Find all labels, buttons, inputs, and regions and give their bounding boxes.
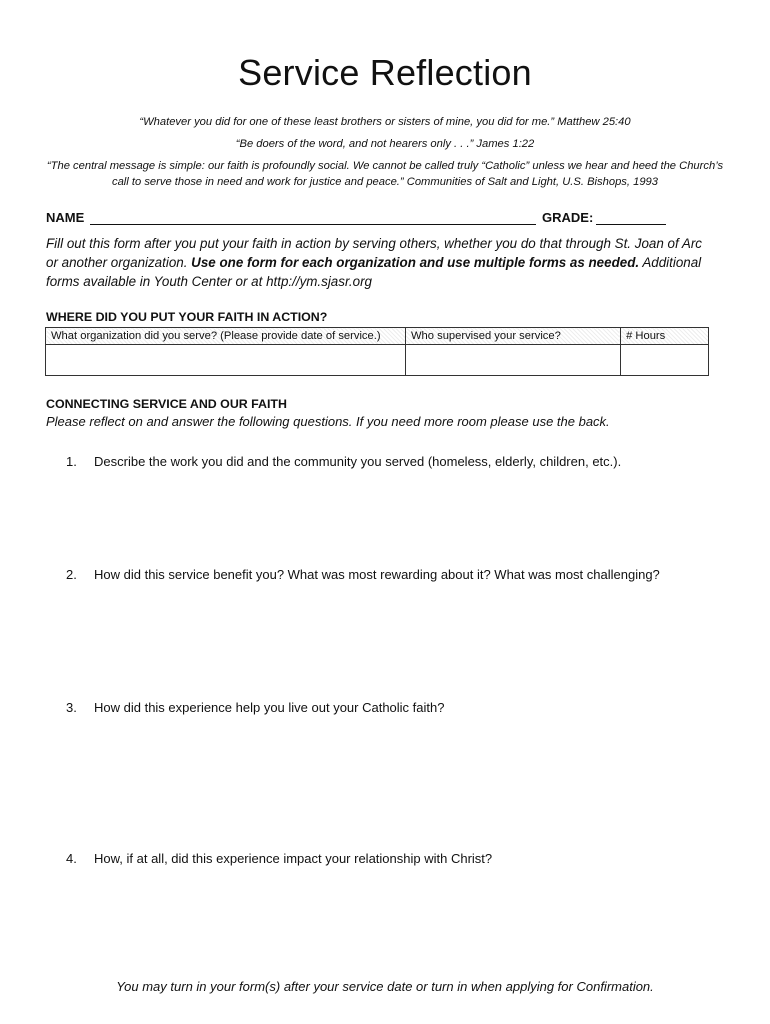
page-title: Service Reflection	[238, 52, 532, 93]
question-3	[66, 700, 726, 715]
question-4	[66, 851, 726, 866]
footer-note: You may turn in your form(s) after your service date or turn in when applying for Confirmation.	[116, 979, 654, 994]
header-hours: # Hours	[621, 328, 709, 345]
name-label: NAME	[46, 210, 85, 225]
instructions	[46, 234, 716, 291]
table-header-row	[46, 328, 709, 345]
hours-field[interactable]	[621, 345, 709, 376]
question-2	[66, 567, 726, 582]
question-text: How did this service benefit you? What was most rewarding about it? What was most challenging?	[94, 567, 660, 582]
question-text: How, if at all, did this experience impact your relationship with Christ?	[94, 851, 493, 866]
section-heading-faith-in-action: WHERE DID YOU PUT YOUR FAITH IN ACTION?	[46, 310, 328, 324]
question-number: 2.	[66, 567, 77, 582]
quote-matthew: “Whatever you did for one of these least brothers or sisters of mine, you did for me.” Matthew 25:40	[139, 116, 631, 128]
table-row	[46, 345, 709, 376]
supervisor-field[interactable]	[405, 345, 620, 376]
question-text: How did this experience help you live out your Catholic faith?	[94, 700, 445, 715]
question-number: 1.	[66, 454, 77, 469]
reflect-instructions: Please reflect on and answer the following questions. If you need more room please use the back.	[46, 414, 610, 429]
instructions-bold: Use one form for each organization and use multiple forms as needed.	[191, 255, 640, 270]
grade-label: GRADE:	[542, 210, 594, 225]
header-supervisor: Who supervised your service?	[405, 328, 620, 345]
name-grade-row	[46, 208, 686, 228]
section-heading-connecting: CONNECTING SERVICE AND OUR FAITH	[46, 397, 287, 411]
instructions-part2: Additional forms available in Youth Center or at http://ym.sjasr.org	[46, 255, 702, 289]
service-table	[45, 327, 709, 376]
name-field[interactable]	[90, 224, 536, 225]
header-organization: What organization did you serve? (Please provide date of service.)	[46, 328, 406, 345]
question-number: 3.	[66, 700, 77, 715]
quote-james: “Be doers of the word, and not hearers only . . .” James 1:22	[235, 138, 535, 150]
quote-bishops: “The central message is simple: our faith is profoundly social. We cannot be called truly “Catholic” unless we hear and heed the Church’s call to serve those in need and work for justice and peace.” Communities of Salt and Light, U.S. Bishops, 1993	[46, 160, 724, 188]
grade-field[interactable]	[596, 224, 666, 225]
question-text: Describe the work you did and the community you served (homeless, elderly, children, etc.).	[94, 454, 622, 469]
organization-field[interactable]	[46, 345, 406, 376]
question-1	[66, 454, 726, 469]
question-number: 4.	[66, 851, 77, 866]
instructions-part1: Fill out this form after you put your faith in action by serving others, whether you do that through St. Joan of Arc or another organization.	[46, 236, 702, 270]
